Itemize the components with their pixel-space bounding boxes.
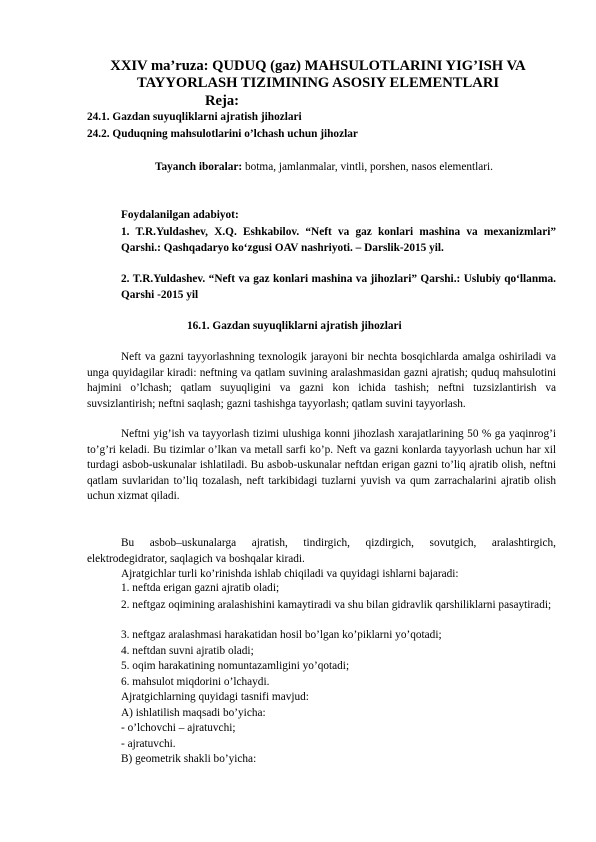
plan-item-1: 24.1. Gazdan suyuqliklarni ajratish jihozlari xyxy=(87,111,302,123)
plan-heading: Reja: xyxy=(205,93,240,109)
paragraph-1: Neft va gazni tayyorlashning texnologik jarayoni bir nechta bosqichlarda amalga oshiriladi va unga quyidagilar kiradi: neftning va qatlam suvining aralashmasidan gazni ajratish; quduq mahsulotini hajmini o’lchash; qatlam suyuqligini va gazni kon ichida tashish; neftni tuzsizlantirish va suvsizlantirish; neftni saqlash; gazni tashishga tayyorlash; qatlam suvini tayyorlash. xyxy=(87,351,556,410)
paragraph-2: Neftni yig’ish va tayyorlash tizimi ulushiga konni jihozlash xarajatlarining 50 % ga yaqinrog’i to’g’ri keladi. Bu tizimlar o’lkan va metall sarfi ko’p. Neft va gazni konlarda tayyorlash uchun har xil turdagi asbob-uskunalar ishlatiladi. Bu asbob-uskunalar neftdan erigan gazni to’liq ajratib olish, neftni qatlam suvlaridan to’liq tozalash, neft tarkibidagi tuzlarni yuvish va qum zarrachalarini ajratib olish uchun xizmat qiladi. xyxy=(87,428,556,502)
section-title: 16.1. Gazdan suyuqliklarni ajratish jihozlari xyxy=(187,320,402,332)
classification-a-item-2: - ajratuvchi. xyxy=(121,738,176,750)
literature-heading: Foydalanilgan adabiyot: xyxy=(121,209,239,221)
keywords-text: botma, jamlanmalar, vintli, porshen, nasos elementlari. xyxy=(242,161,493,173)
paragraph-4: Ajratgichlar turli ko’rinishda ishlab chiqiladi va quyidagi ishlarni bajaradi: xyxy=(121,568,459,580)
classification-a: A) ishlatilish maqsadi bo’yicha: xyxy=(121,707,266,719)
classification-b: B) geometrik shakli bo’yicha: xyxy=(121,753,257,765)
literature-item-2: 2. T.R.Yuldashev. “Neft va gaz konlari mashina va jihozlari” Qarshi.: Uslubiy qo‘llanma. Qarshi -2015 yil xyxy=(121,273,556,301)
classification-a-item-1: - o’lchovchi – ajratuvchi; xyxy=(121,722,236,734)
function-item-4: 4. neftdan suvni ajratib oladi; xyxy=(121,645,254,657)
keywords-label: Tayanch iboralar: xyxy=(155,161,243,173)
plan-item-2: 24.2. Quduqning mahsulotlarini o’lchash uchun jihozlar xyxy=(87,128,358,140)
paragraph-3: Bu asbob–uskunalarga ajratish, tindirgich, qizdirgich, sovutgich, aralashtirgich, elektrodegidrator, saqlagich va boshqalar kiradi. xyxy=(87,537,556,565)
function-item-5: 5. oqim harakatining nomuntazamligini yo’qotadi; xyxy=(121,660,350,672)
function-item-1: 1. neftda erigan gazni ajratib oladi; xyxy=(121,582,280,594)
function-item-2: 2. neftgaz oqimining aralashishini kamaytiradi va shu bilan gidravlik qarshiliklarni pasaytiradi; xyxy=(121,599,552,611)
lecture-title: XXIV ma’ruza: QUDUQ (gaz) MAHSULOTLARINI YIG’ISH VA TAYYORLASH TIZIMINING ASOSIY ELEMENTLARI xyxy=(110,58,526,91)
literature-item-1: 1. T.R.Yuldashev, X.Q. Eshkabilov. “Neft va gaz konlari mashina va mexanizmlari” Qarshi.: Qashqadaryo ko‘zgusi OAV nashriyoti. – Darslik-2015 yil. xyxy=(121,226,556,254)
function-item-6: 6. mahsulot miqdorini o’lchaydi. xyxy=(121,676,270,688)
classification-intro: Ajratgichlarning quyidagi tasnifi mavjud: xyxy=(121,691,309,703)
keywords-paragraph xyxy=(121,160,556,176)
function-item-3: 3. neftgaz aralashmasi harakatidan hosil bo’lgan ko’piklarni yo’qotadi; xyxy=(121,629,442,641)
